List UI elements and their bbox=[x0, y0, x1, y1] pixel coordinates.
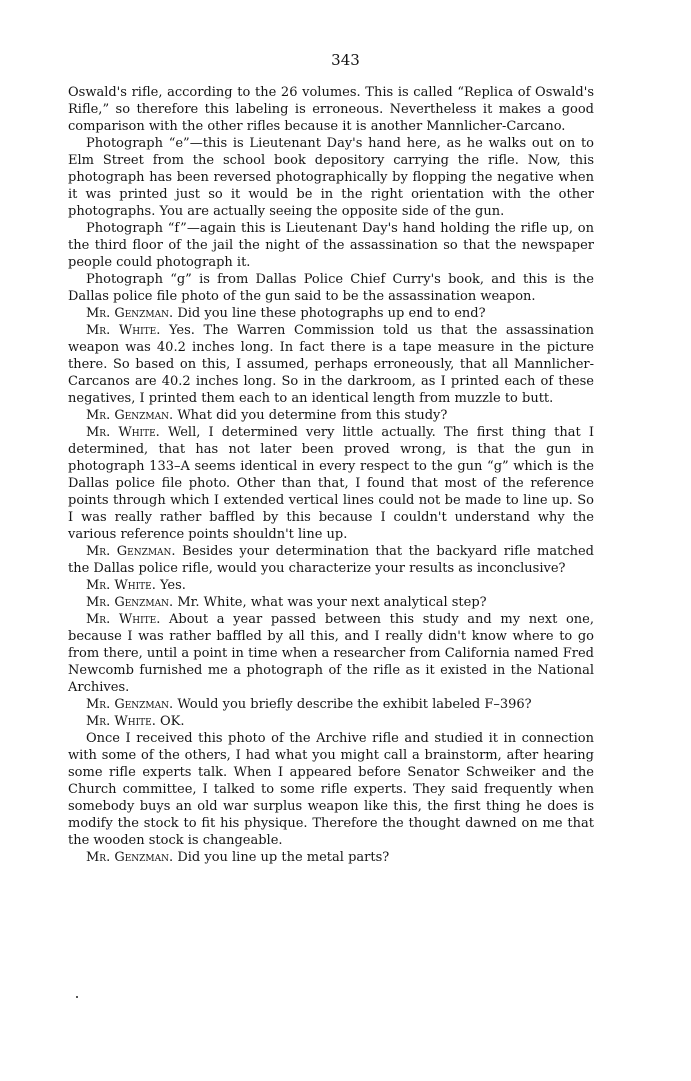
paragraph bbox=[68, 730, 594, 849]
speaker-label: Mr. White. bbox=[86, 425, 160, 440]
speaker-label: Mr. White. bbox=[86, 578, 156, 593]
paragraph bbox=[68, 84, 594, 135]
paragraph-text: Did you line up the metal parts? bbox=[177, 850, 390, 865]
page-number: 343 bbox=[331, 51, 360, 69]
paragraph-text: Photograph “e”—this is Lieutenant Day's hand here, as he walks out on to Elm Street from the school book depository carrying the rifle. Now, this photograph has been reversed photographically by flopping the negative when it was printed just so it would be in the right orientation with the other photographs. You are actually seeing the opposite side of the gun. bbox=[68, 136, 594, 219]
paragraph bbox=[68, 696, 594, 713]
speaker-label: Mr. White. bbox=[86, 323, 161, 338]
paragraph bbox=[68, 271, 594, 305]
speaker-label: Mr. Genzman. bbox=[86, 408, 174, 423]
paragraph-text: Did you line these photographs up end to end? bbox=[177, 306, 486, 321]
paragraph bbox=[68, 407, 594, 424]
paragraph-text: Besides your determination that the backyard rifle matched the Dallas police rifle, would you characterize your results as inconclusive? bbox=[68, 544, 594, 576]
speaker-label: Mr. Genzman. bbox=[86, 697, 174, 712]
transcript-body bbox=[68, 84, 594, 866]
paragraph-text: Photograph “f”—again this is Lieutenant Day's hand holding the rifle up, on the third floor of the jail the night of the assassination so that the newspaper people could photograph it. bbox=[68, 221, 594, 270]
paragraph-text: Would you briefly describe the exhibit labeled F–396? bbox=[177, 697, 532, 712]
speaker-label: Mr. White. bbox=[86, 714, 156, 729]
paragraph-text: About a year passed between this study and my next one, because I was rather baffled by all this, and I really didn't know where to go from there, until a point in time when a researcher from California named Fred Newcomb furnished me a photograph of the rifle as it existed in the National Archives. bbox=[68, 612, 595, 695]
speaker-label: Mr. Genzman. bbox=[86, 850, 174, 865]
paragraph bbox=[68, 713, 594, 730]
paragraph bbox=[68, 305, 594, 322]
paragraph-text: What did you determine from this study? bbox=[177, 408, 448, 423]
paragraph-text: Oswald's rifle, according to the 26 volumes. This is called “Replica of Oswald's Rifle,” so therefore this labeling is erroneous. Nevertheless it makes a good comparison with the other rifles because it is another Mannlicher-Carcano. bbox=[68, 85, 594, 134]
speaker-label: Mr. White. bbox=[86, 612, 161, 627]
paragraph-text: Yes. bbox=[159, 578, 186, 593]
paragraph bbox=[68, 135, 594, 220]
paragraph bbox=[68, 220, 594, 271]
paragraph-text: Once I received this photo of the Archive rifle and studied it in connection with some of the others, I had what you might call a brainstorm, after hearing some rifle experts talk. When I appeared before Senator Schweiker and the Church committee, I talked to some rifle experts. They said frequently when somebody buys an old war surplus weapon like this, the first thing he does is modify the stock to fit his physique. Therefore the thought dawned on me that the wooden stock is changeable. bbox=[68, 731, 594, 848]
paragraph-text: Yes. The Warren Commission told us that the assassination weapon was 40.2 inches long. In fact there is a tape measure in the picture there. So based on this, I assumed, perhaps erroneously, that all Mannlicher-Carcanos are 40.2 inches long. So in the darkroom, as I printed each of these negatives, I printed them each to an identical length from muzzle to butt. bbox=[68, 323, 594, 406]
paragraph bbox=[68, 849, 594, 866]
paragraph bbox=[68, 611, 594, 696]
speaker-label: Mr. Genzman. bbox=[86, 544, 176, 559]
speaker-label: Mr. Genzman. bbox=[86, 595, 174, 610]
paragraph-text: OK. bbox=[159, 714, 185, 729]
paragraph-text: Mr. White, what was your next analytical step? bbox=[177, 595, 487, 610]
paragraph bbox=[68, 543, 594, 577]
stray-mark bbox=[76, 996, 78, 998]
paragraph bbox=[68, 322, 594, 407]
paragraph-text: Photograph “g” is from Dallas Police Chief Curry's book, and this is the Dallas police file photo of the gun said to be the assassination weapon. bbox=[68, 272, 594, 304]
paragraph-text: Well, I determined very little actually. The first thing that I determined, that has not later been proved wrong, is that the gun in photograph 133–A seems identical in every respect to the gun “g” which is the Dallas police file photo. Other than that, I found that most of the reference points through which I extended vertical lines could not be made to line up. So I was really rather baffled by this because I couldn't understand why the various reference points shouldn't line up. bbox=[68, 425, 595, 542]
speaker-label: Mr. Genzman. bbox=[86, 306, 174, 321]
paragraph bbox=[68, 577, 594, 594]
paragraph bbox=[68, 424, 594, 543]
paragraph bbox=[68, 594, 594, 611]
